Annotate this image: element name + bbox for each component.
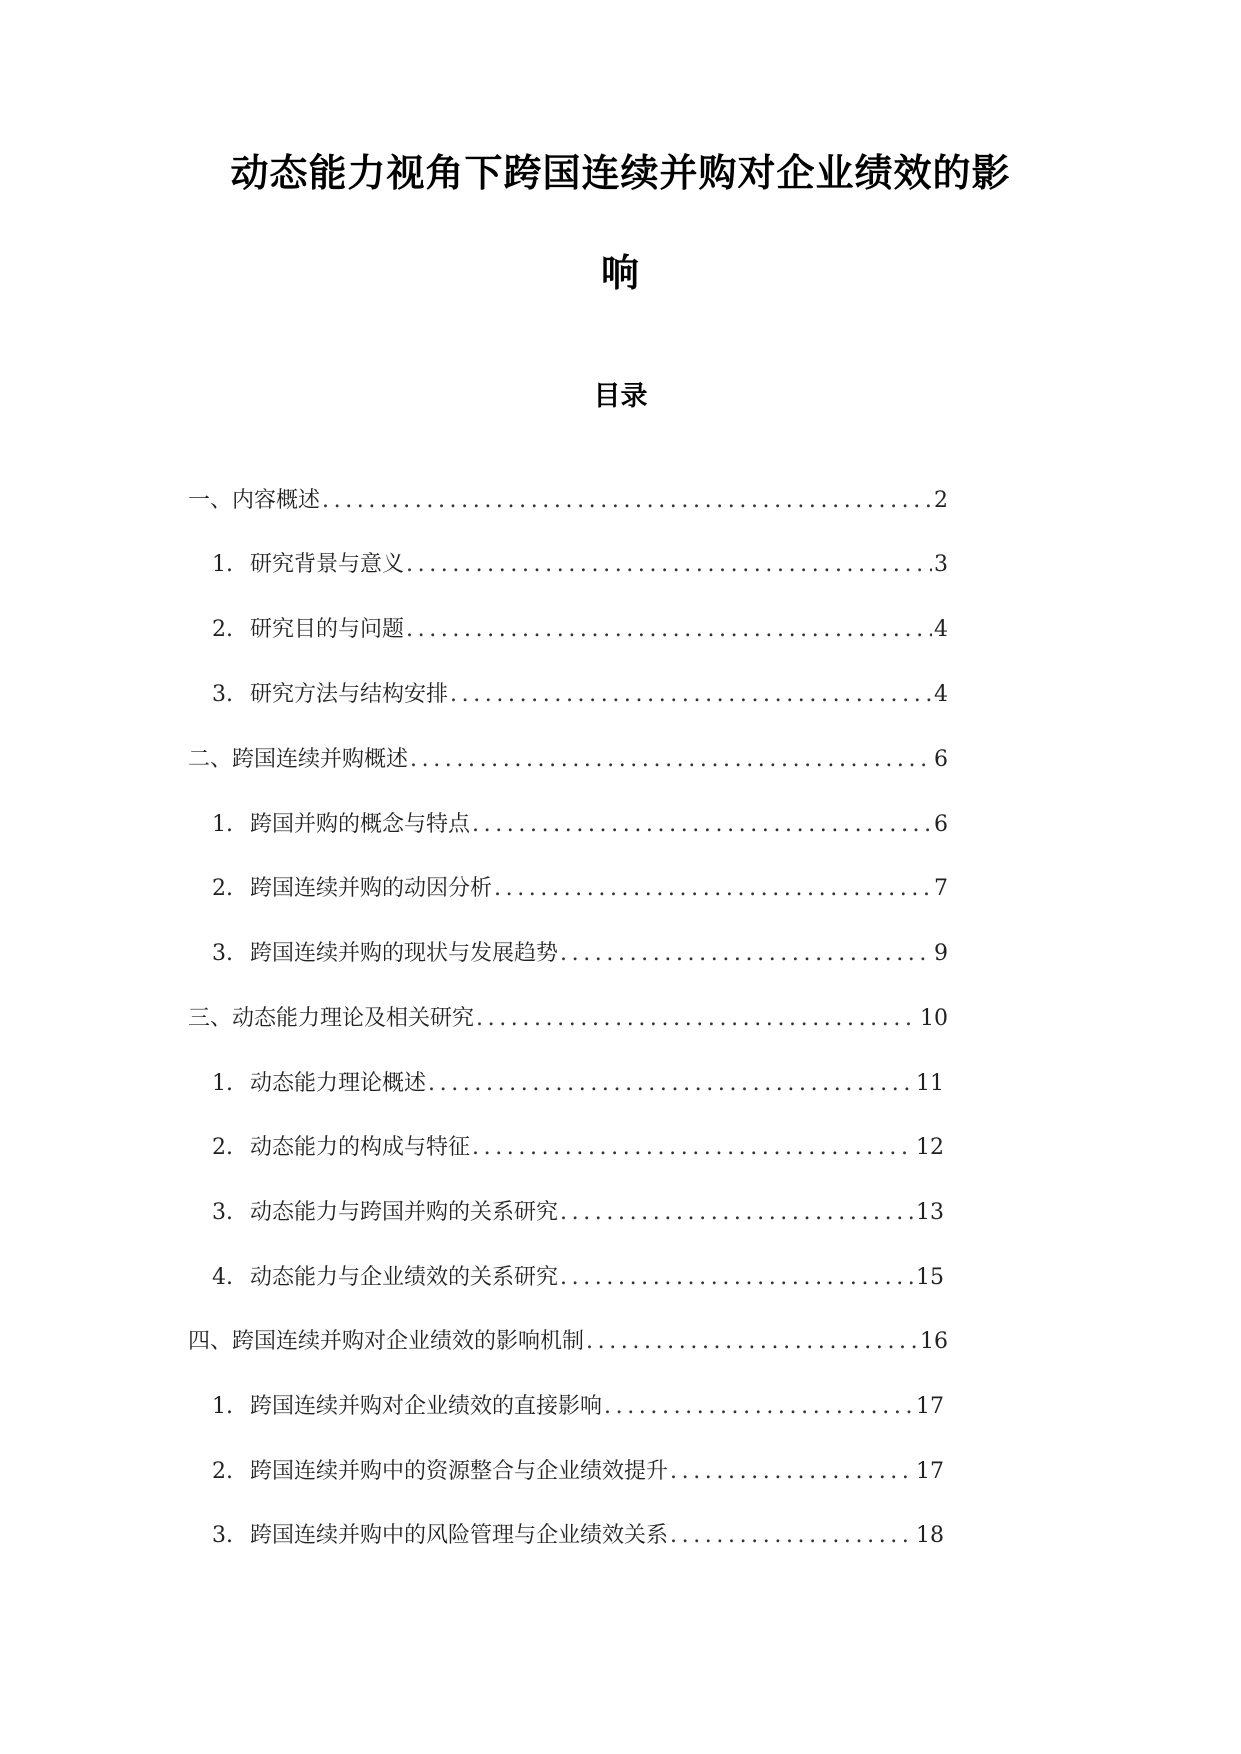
toc-entry[interactable]	[212, 678, 948, 712]
toc-leader-dots	[586, 1325, 918, 1359]
toc-entry-text: 研究方法与结构安排	[250, 682, 449, 707]
toc-page-number: 16	[920, 1329, 948, 1354]
toc-entry[interactable]	[212, 1196, 944, 1230]
toc-entry-text: 动态能力与企业绩效的关系研究	[250, 1265, 559, 1290]
toc-entry-text: 二、跨国连续并购概述	[188, 747, 409, 772]
toc-page-number: 13	[916, 1200, 944, 1225]
toc-entry[interactable]	[212, 808, 948, 842]
toc-leader-dots	[410, 743, 932, 777]
toc-page-number: 9	[934, 941, 948, 966]
toc-entry-text: 动态能力与跨国并购的关系研究	[250, 1200, 559, 1225]
toc-leader-dots	[670, 1519, 914, 1553]
toc-entry-number: 1.	[212, 812, 233, 837]
toc-entry[interactable]	[212, 1455, 944, 1489]
toc-entry-text: 研究背景与意义	[250, 552, 405, 577]
toc-leader-dots	[428, 1067, 914, 1101]
toc-page-number: 7	[934, 876, 948, 901]
toc-page-number: 6	[934, 747, 948, 772]
toc-leader-dots	[406, 548, 932, 582]
toc-entry[interactable]	[212, 937, 948, 971]
toc-entry-text: 跨国连续并购中的资源整合与企业绩效提升	[250, 1459, 669, 1484]
toc-page-number: 6	[934, 812, 948, 837]
toc-page-number: 18	[916, 1523, 944, 1548]
toc-page-number: 12	[916, 1135, 944, 1160]
toc-page-number: 10	[920, 1006, 948, 1031]
toc-entry-text: 四、跨国连续并购对企业绩效的影响机制	[188, 1329, 585, 1354]
toc-heading: 目录	[593, 381, 648, 412]
toc-leader-dots	[472, 1131, 914, 1165]
toc-entry-number: 4.	[212, 1265, 233, 1290]
toc-page-number: 17	[916, 1459, 944, 1484]
toc-entry-number: 2.	[212, 1459, 233, 1484]
toc-leader-dots	[560, 937, 932, 971]
toc-entry[interactable]	[212, 1131, 944, 1165]
toc-page-number: 4	[934, 682, 948, 707]
toc-entry-number: 2.	[212, 1135, 233, 1160]
toc-entry[interactable]	[212, 1067, 944, 1101]
toc-entry-number: 2.	[212, 876, 233, 901]
toc-entry-number: 3.	[212, 1523, 233, 1548]
toc-page-number: 17	[916, 1394, 944, 1419]
toc-leader-dots	[476, 1002, 918, 1036]
toc-leader-dots	[494, 872, 932, 906]
toc-entry-text: 跨国连续并购对企业绩效的直接影响	[250, 1394, 603, 1419]
toc-page-number: 4	[934, 617, 948, 642]
toc-leader-dots	[560, 1196, 914, 1230]
toc-entry[interactable]	[212, 1519, 944, 1553]
toc-page-number: 15	[916, 1265, 944, 1290]
toc-entry[interactable]	[212, 548, 948, 582]
toc-entry-text: 研究目的与问题	[250, 617, 405, 642]
toc-entry-number: 1.	[212, 1394, 233, 1419]
toc-entry-text: 跨国连续并购的现状与发展趋势	[250, 941, 559, 966]
toc-entry[interactable]	[212, 872, 948, 906]
toc-entry-text: 动态能力理论概述	[250, 1071, 427, 1096]
toc-entry[interactable]	[212, 613, 948, 647]
toc-page-number: 3	[934, 552, 948, 577]
toc-entry[interactable]	[188, 1325, 948, 1359]
toc-entry-number: 2.	[212, 617, 233, 642]
toc-leader-dots	[560, 1261, 914, 1295]
toc-entry-number: 1.	[212, 552, 233, 577]
toc-page-number: 2	[934, 488, 948, 513]
toc-entry-number: 1.	[212, 1071, 233, 1096]
toc-entry-text: 跨国连续并购的动因分析	[250, 876, 493, 901]
toc-leader-dots	[472, 808, 932, 842]
toc-entry-text: 跨国连续并购中的风险管理与企业绩效关系	[250, 1523, 669, 1548]
document-title-line-1: 动态能力视角下跨国连续并购对企业绩效的影	[230, 151, 1011, 195]
toc-leader-dots	[604, 1390, 914, 1424]
toc-leader-dots	[322, 484, 932, 518]
toc-entry[interactable]	[188, 484, 948, 518]
toc-entry[interactable]	[188, 743, 948, 777]
toc-entry-text: 动态能力的构成与特征	[250, 1135, 471, 1160]
toc-entry-text: 一、内容概述	[188, 488, 321, 513]
toc-leader-dots	[406, 613, 932, 647]
toc-entry[interactable]	[188, 1002, 948, 1036]
toc-page-number: 11	[916, 1071, 944, 1096]
toc-entry-text: 三、动态能力理论及相关研究	[188, 1006, 475, 1031]
toc-entry[interactable]	[212, 1261, 944, 1295]
toc-entry-number: 3.	[212, 941, 233, 966]
toc-leader-dots	[450, 678, 932, 712]
toc-entry-number: 3.	[212, 682, 233, 707]
document-title-line-2: 响	[600, 251, 640, 295]
toc-leader-dots	[670, 1455, 914, 1489]
toc-entry-text: 跨国并购的概念与特点	[250, 812, 471, 837]
toc-entry[interactable]	[212, 1390, 944, 1424]
toc-entry-number: 3.	[212, 1200, 233, 1225]
